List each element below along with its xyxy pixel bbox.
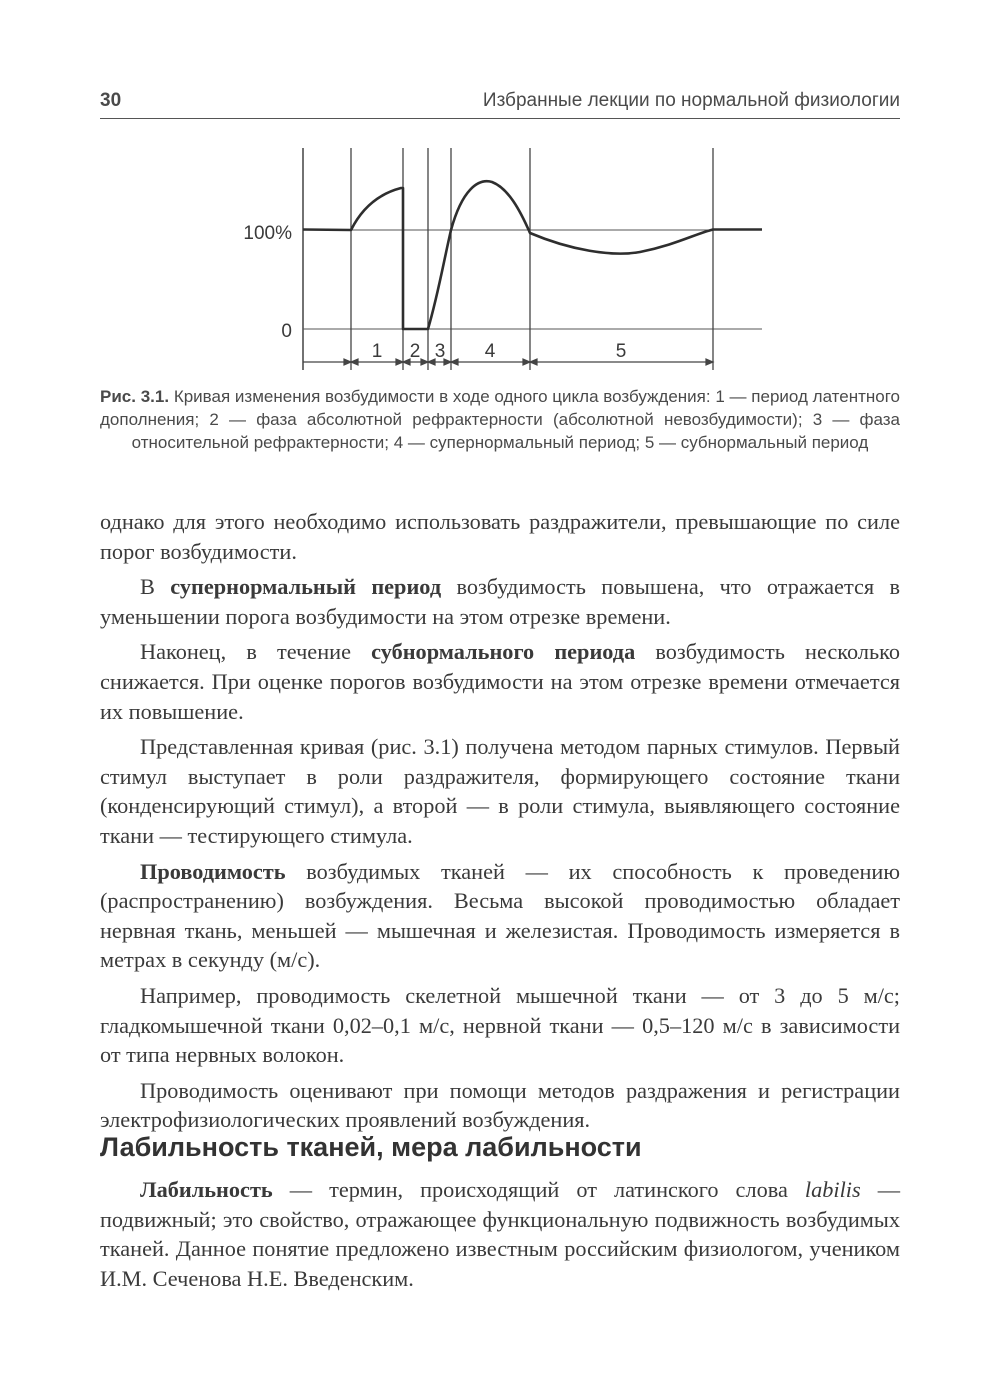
excitability-chart	[0, 0, 1000, 380]
period-label: 5	[615, 341, 627, 362]
paragraph: Представленная кривая (рис. 3.1) получена методом парных стимулов. Первый стимул выступает в роли раздражителя, формирующего состояние ткани (конденсирующий стимул), а второй — в роли стимула, выявляющего состояние ткани — тестирующего стимула.	[100, 734, 900, 848]
paragraph: В супернормальный период возбудимость повышена, что отражается в уменьшении порога возбудимости на этом отрезке времени.	[100, 574, 900, 629]
term-bold: супернормальный период	[170, 574, 442, 600]
term-bold: Проводимость	[140, 858, 286, 884]
term-bold: Лабильность	[140, 1177, 273, 1202]
period-label: 4	[484, 341, 496, 362]
y-tick-label: 0	[281, 321, 292, 342]
period-label: 2	[409, 341, 421, 362]
period-label: 1	[371, 341, 383, 362]
latin-term: labilis	[804, 1177, 861, 1202]
y-tick-label: 100%	[243, 223, 292, 244]
excitability-curve	[303, 181, 762, 329]
caption-text: Кривая изменения возбудимости в ходе одного цикла возбуждения: 1 — период латентного дополнения; 2 — фаза абсолютной рефрактерности (абсолютной невозбудимости); 3 — фаза относительной рефрактерности; 4 — супернормальный период; 5 — субнормальный период	[100, 387, 901, 452]
paragraph: Например, проводимость скелетной мышечной ткани — от 3 до 5 м/с; гладкомышечной ткани 0,02–0,1 м/с, нервной ткани — 0,5–120 м/с в зависимости от типа нервных волокон.	[100, 982, 900, 1068]
paragraph: Лабильность — термин, происходящий от латинского слова labilis — подвижный; это свойство, отражающее функциональную подвижность возбудимых тканей. Данное понятие предложено известным российским физиологом, учеником И.М. Сеченова Н.Е. Введенским.	[100, 1177, 900, 1291]
section-heading: Лабильность тканей, мера лабильности	[100, 1132, 642, 1162]
dimension-arrows	[303, 359, 713, 365]
page-number: 30	[100, 90, 122, 111]
section-text	[100, 1175, 900, 1293]
main-text	[100, 507, 900, 1141]
paragraph: однако для этого необходимо использовать раздражители, превышающие по силе порог возбудимости.	[100, 509, 900, 564]
paragraph: Наконец, в течение субнормального периода возбудимость несколько снижается. При оценке порогов возбудимости на этом отрезке времени отмечается их повышение.	[100, 639, 900, 724]
running-title: Избранные лекции по нормальной физиологии	[482, 90, 900, 111]
caption-label: Рис. 3.1.	[100, 387, 170, 406]
paragraph: Проводимость оценивают при помощи методов раздражения и регистрации электрофизиологических проявлений возбуждения.	[100, 1077, 900, 1133]
period-label: 3	[434, 341, 446, 362]
term-bold: субнормального периода	[371, 639, 636, 665]
figure-caption	[100, 385, 900, 454]
paragraph: Проводимость возбудимых тканей — их способность к проведению (распространению) возбуждения. Весьма высокой проводимостью обладает нервная ткань, меньшей — мышечная и железистая. Проводимость измеряется в метрах в секунду (м/с).	[100, 858, 900, 973]
